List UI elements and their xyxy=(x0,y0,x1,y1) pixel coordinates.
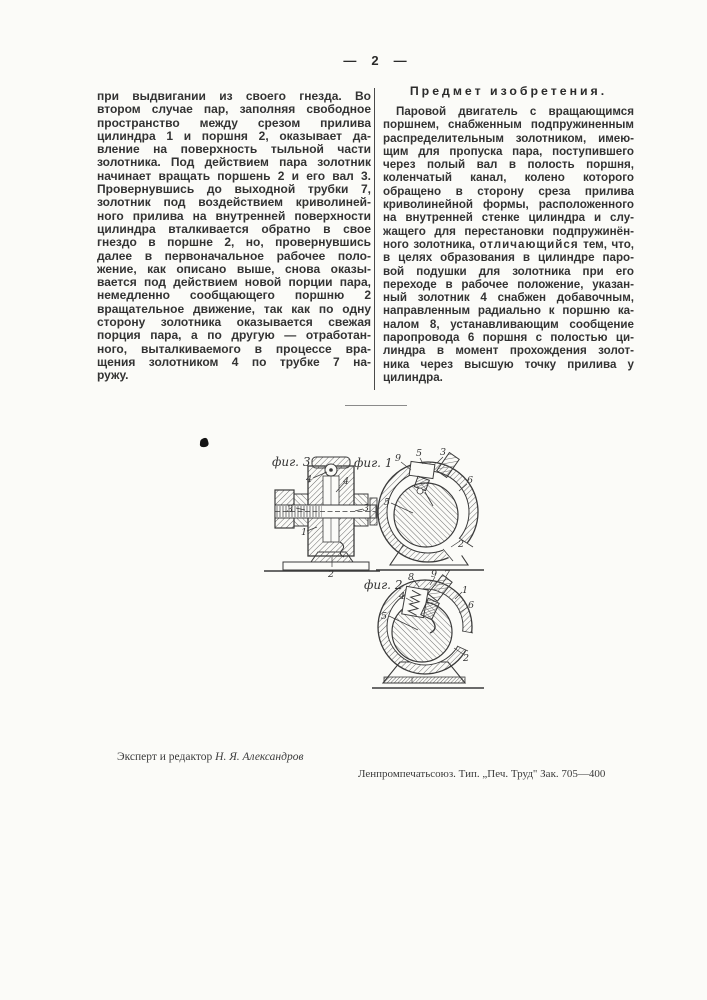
text-line: при выдвигании из своего гнезда. Во xyxy=(97,90,371,103)
ink-blot xyxy=(200,438,209,447)
text-line: ника через высшую точку прилива у xyxy=(383,357,634,371)
text-line: ный золотник 4 снабжен добавочным, xyxy=(383,291,634,305)
fig1-drawing xyxy=(376,453,484,570)
text-line: обращено в сторону среза прилива xyxy=(383,184,634,198)
fig3-callout: 3 xyxy=(363,503,370,514)
text-line: вращательное движение, так как по одну xyxy=(97,302,371,316)
page-number xyxy=(330,53,420,68)
emphasis-word: отличающийся xyxy=(479,237,579,251)
text-line: жение, как описано выше, снова оказы- xyxy=(97,262,371,276)
text-line: жащего для перестановки подпружинён- xyxy=(383,224,634,238)
editor-name: Н. Я. Александров xyxy=(215,751,304,763)
fig1-callout: 5 xyxy=(384,497,391,508)
text-line: переходе в рабочее положение, указан- xyxy=(383,277,634,291)
emphasis-pre: ного золотника, xyxy=(383,237,480,251)
text-line: поршнем, снабженным подпружиненным xyxy=(383,118,634,132)
text-line: щения золотником 4 по трубке 7 на- xyxy=(97,355,371,369)
text-line: Провернувшись до выходной трубки 7, xyxy=(97,183,371,197)
fig2-callout: 5 xyxy=(381,611,388,622)
fig3-callout: 1 xyxy=(301,527,308,538)
text-line: в целях образования в цилиндре паро- xyxy=(383,251,634,265)
header-dash-right: — xyxy=(393,53,407,68)
fig2-callout: 6 xyxy=(468,600,475,611)
fig2-callout: 9 xyxy=(431,569,438,580)
claim-emphasis-line xyxy=(383,238,634,251)
text-line: ного прилива на внутренней поверхности xyxy=(97,209,371,223)
text-line: цилиндра вталкивается обратно в свое xyxy=(97,222,371,236)
fig2-callout: 1 xyxy=(462,585,469,596)
text-line: линдра в момент прохождения золот- xyxy=(383,344,634,358)
claims-heading: Предмет изобретения. xyxy=(409,84,608,98)
editor-credit xyxy=(117,751,303,763)
text-line: сторону золотника оказывается свежая xyxy=(97,316,371,330)
emphasis-post: тем, что, xyxy=(578,237,634,251)
fig3-drawing xyxy=(264,457,380,571)
text-line: ружу. xyxy=(97,369,129,383)
fig1-callout: 2 xyxy=(458,539,465,550)
text-line: начинает вращать поршень 2 и его вал 3. xyxy=(97,169,371,183)
fig2-callout: 7 xyxy=(444,569,451,580)
text-line: порция пара, а по другую — отработан- xyxy=(97,329,371,343)
text-line: коленчатый канал, колено которого xyxy=(383,171,634,185)
text-line: золотник под воздействием криволиней- xyxy=(97,196,371,210)
text-line: вается под действием новой порции пара, xyxy=(97,276,371,290)
fig3-caption: фиг. 3 xyxy=(272,455,311,469)
text-line: паропровода 6 поршня с полостью ци- xyxy=(383,331,634,345)
column-divider xyxy=(374,88,375,390)
text-line: ного, выталкиваемого в процессе вра- xyxy=(97,342,371,356)
fig2-caption: фиг. 2 xyxy=(364,578,403,592)
text-line: пространство между срезом прилива xyxy=(97,116,371,130)
fig3-callout: 4 xyxy=(343,476,350,487)
left-column-text xyxy=(97,90,371,383)
patent-figures xyxy=(180,430,630,715)
page-number-value: 2 xyxy=(371,53,379,68)
text-line: распределительным золотником, имею- xyxy=(383,131,634,145)
right-column-text xyxy=(383,84,634,384)
text-line: через полый вал в полость поршня, xyxy=(383,158,634,172)
claim-text-lower xyxy=(383,251,634,384)
fig3-callout: 2 xyxy=(328,569,335,580)
header-dash-left: — xyxy=(343,53,357,68)
fig3-callout: 3 xyxy=(287,504,294,515)
fig1-callout: 3 xyxy=(440,447,447,458)
text-line: втором случае пар, заполняя свободное xyxy=(97,103,371,117)
text-line: направленным радиально к поршню ка- xyxy=(383,304,634,318)
fig1-callout: 5 xyxy=(416,448,423,459)
text-line: цилиндра. xyxy=(383,370,443,384)
text-line: далее в первоначальное рабочее поло- xyxy=(97,249,371,263)
text-line: немедленно сообщающего поршню 2 xyxy=(97,289,371,303)
text-line: гнездо в поршне 2, но, провернувшись xyxy=(97,236,371,250)
section-end-rule xyxy=(345,405,407,406)
text-line: вление на поверхность тыльной части xyxy=(97,143,371,157)
text-line: цилиндра 1 и поршня 2, оказывает да- xyxy=(97,129,371,143)
printer-imprint: Ленпромпечатьсоюз. Тип. „Печ. Труд" Зак. 705—400 xyxy=(358,768,606,780)
fig1-callout: 6 xyxy=(467,475,474,486)
editor-role: Эксперт и редактор xyxy=(117,751,213,763)
text-line: Паровой двигатель с вращающимся xyxy=(396,105,634,118)
text-line: золотника. Под действием пара золотник xyxy=(97,156,371,170)
fig2-callout: 4 xyxy=(399,591,406,602)
fig1-caption: фиг. 1 xyxy=(354,456,393,470)
text-line: налом 8, устанавливающим сообщение xyxy=(383,317,634,331)
text-line: щим для пропуска пара, поступившего xyxy=(383,144,634,158)
claim-text-upper xyxy=(383,105,634,238)
text-line: криволинейной формы, расположенного xyxy=(383,198,634,212)
text-line: вой подушки для золотника при его xyxy=(383,264,634,278)
fig3-callout: 4 xyxy=(306,474,313,485)
fig1-callout: 9 xyxy=(395,453,402,464)
fig2-callout: 8 xyxy=(408,572,415,583)
fig2-callout: 2 xyxy=(463,653,470,664)
text-line: на внутренней стенке цилиндра и слу- xyxy=(383,211,634,225)
